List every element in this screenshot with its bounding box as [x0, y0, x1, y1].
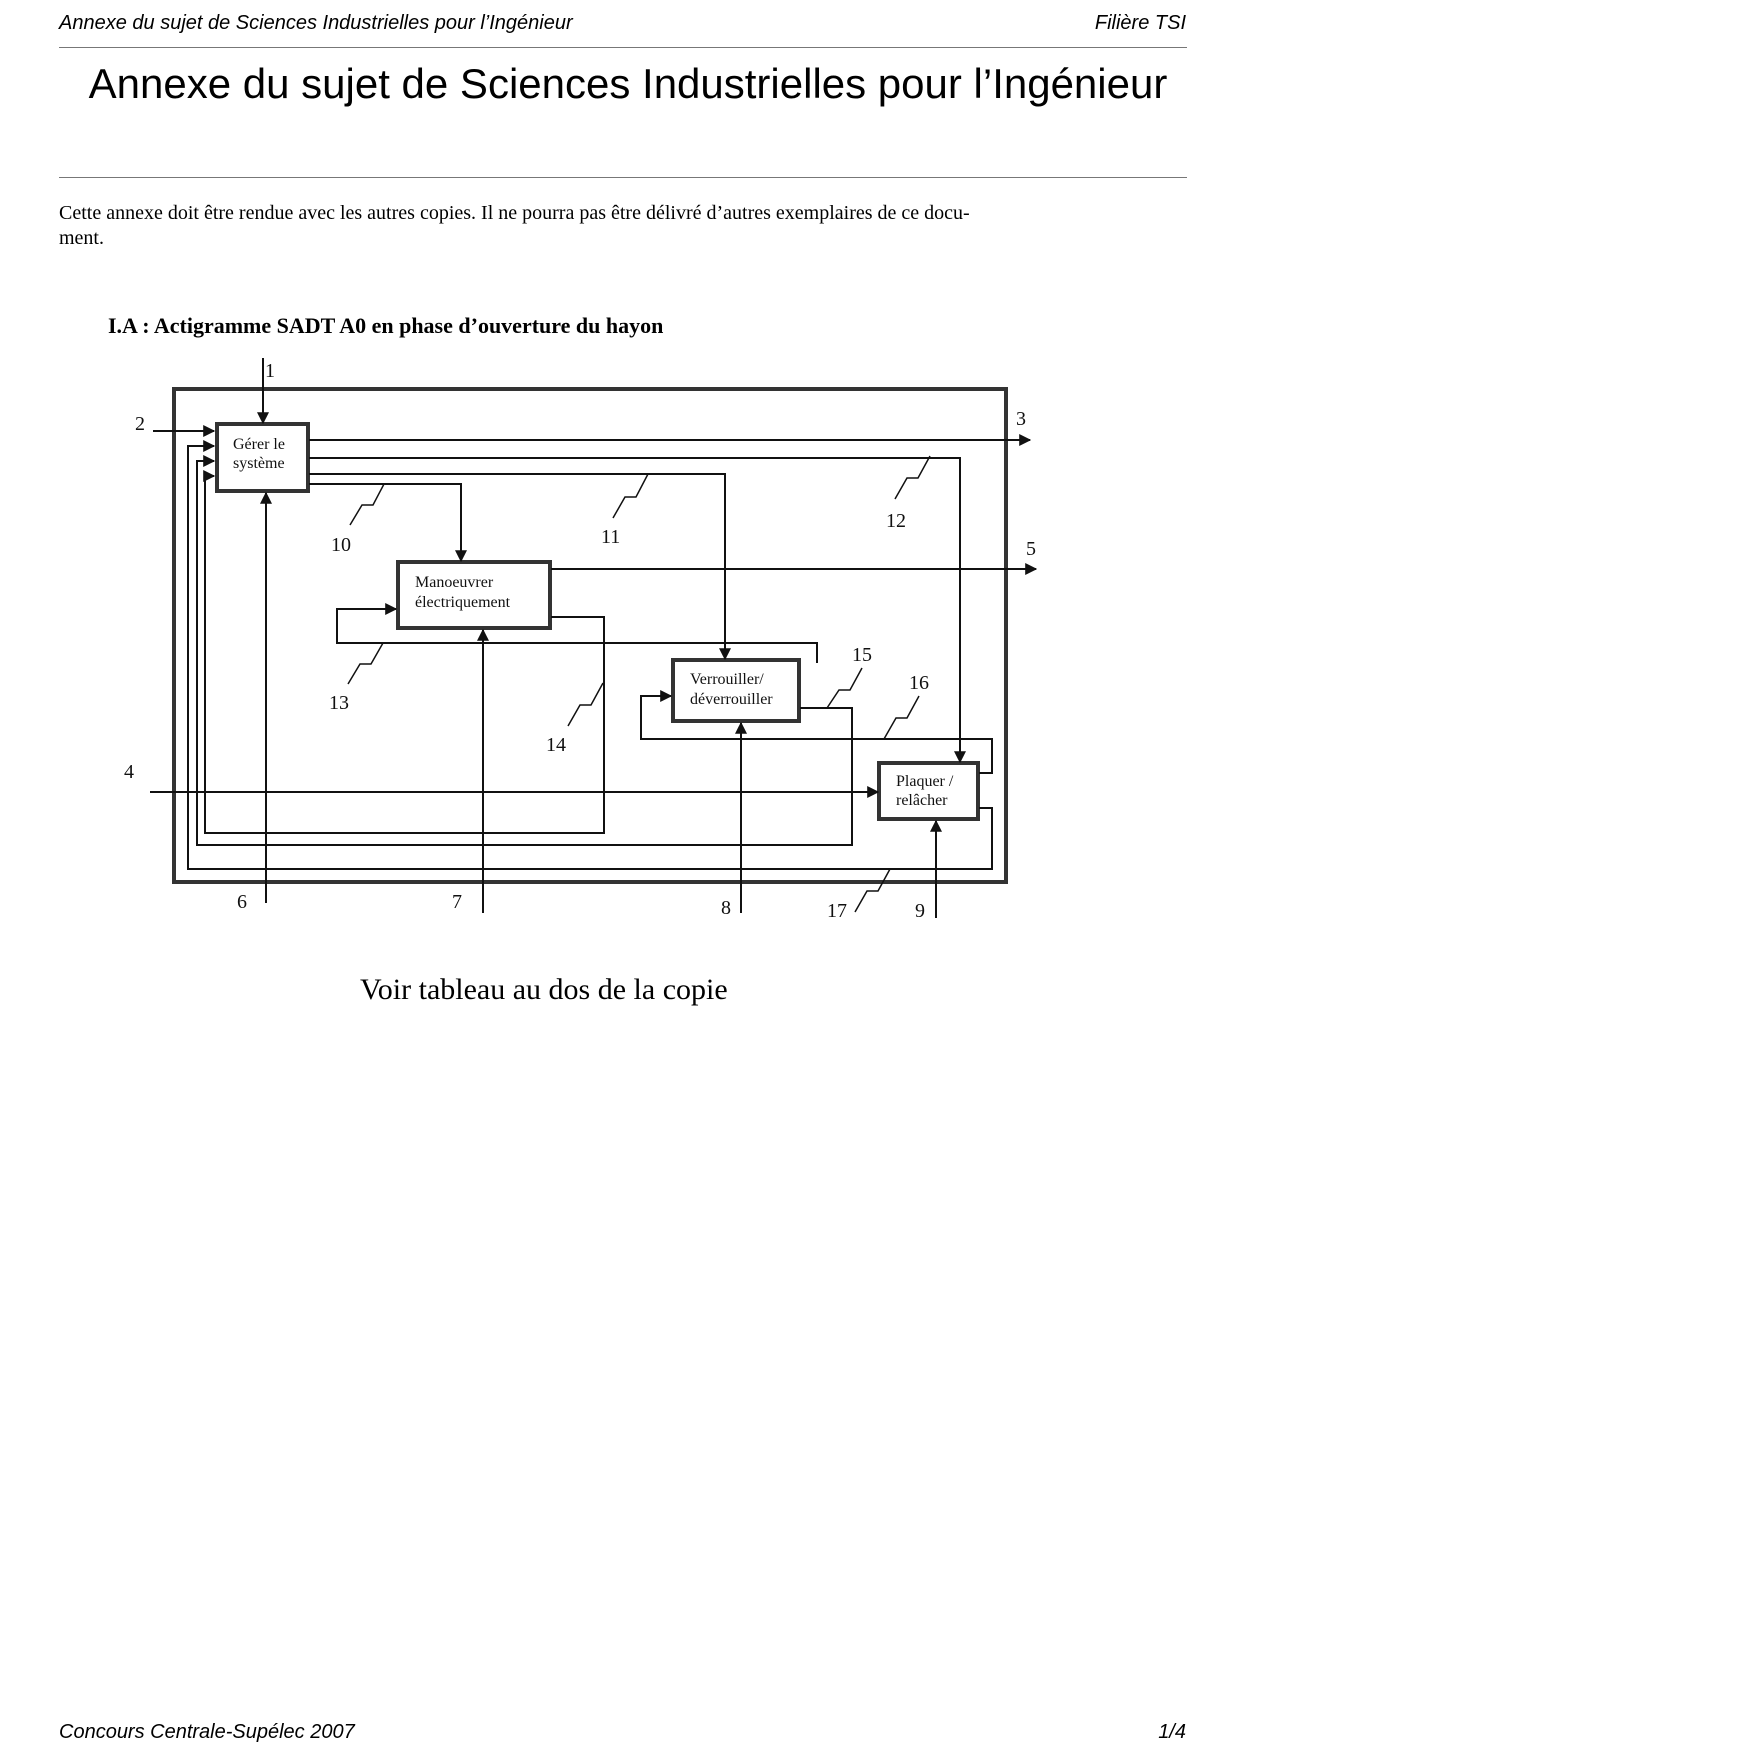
label-13: 13 — [329, 692, 349, 714]
leader-10 — [350, 484, 384, 525]
leader-12 — [895, 456, 930, 499]
verrouiller-line-1: Verrouiller/ — [690, 671, 764, 688]
back-side-note: Voir tableau au dos de la copie — [360, 973, 728, 1006]
label-3: 3 — [1016, 408, 1026, 430]
leader-16 — [884, 696, 919, 739]
running-header-right: Filière TSI — [1094, 12, 1186, 34]
label-11: 11 — [601, 526, 621, 548]
label-17: 17 — [827, 900, 847, 922]
gerer-line-1: Gérer le — [233, 436, 285, 453]
page-title: Annexe du sujet de Sciences Industrielles pour l’Ingénieur — [88, 60, 1168, 107]
leader-11 — [613, 474, 648, 518]
manoeuvrer-line-1: Manoeuvrer — [415, 574, 494, 591]
label-9: 9 — [915, 900, 925, 922]
label-4: 4 — [124, 761, 134, 783]
leader-14 — [568, 683, 603, 726]
intro-line-2: ment. — [59, 227, 104, 249]
running-header-left: Annexe du sujet de Sciences Industrielles pour l’Ingénieur — [59, 12, 573, 34]
manoeuvrer-line-2: électriquement — [415, 594, 511, 611]
intro-line-1: Cette annexe doit être rendue avec les autres copies. Il ne pourra pas être délivré d’autres exemplaires de ce docu- — [59, 202, 970, 224]
leader-15 — [827, 668, 862, 708]
gerer-line-2: système — [233, 455, 285, 472]
verrouiller-line-2: déverrouiller — [690, 691, 773, 708]
plaquer-line-2: relâcher — [896, 792, 948, 809]
label-6: 6 — [237, 891, 247, 913]
label-12: 12 — [886, 510, 906, 532]
footer-left: Concours Centrale-Supélec 2007 — [59, 1721, 355, 1743]
label-10: 10 — [331, 534, 351, 556]
label-5: 5 — [1026, 538, 1036, 560]
label-16: 16 — [909, 672, 929, 694]
footer-page-number: 1/4 — [1158, 1721, 1186, 1743]
label-7: 7 — [452, 891, 462, 913]
label-8: 8 — [721, 897, 731, 919]
box-plaquer — [879, 763, 978, 819]
arrow-14 — [205, 476, 604, 833]
plaquer-line-1: Plaquer / — [896, 773, 954, 790]
label-15: 15 — [852, 644, 872, 666]
leader-13 — [348, 643, 383, 684]
section-title: I.A : Actigramme SADT A0 en phase d’ouverture du hayon — [108, 313, 664, 338]
leader-17 — [855, 869, 890, 912]
label-14: 14 — [546, 734, 566, 756]
label-2: 2 — [135, 413, 145, 435]
arrow-15 — [197, 461, 852, 845]
label-1: 1 — [265, 360, 275, 382]
